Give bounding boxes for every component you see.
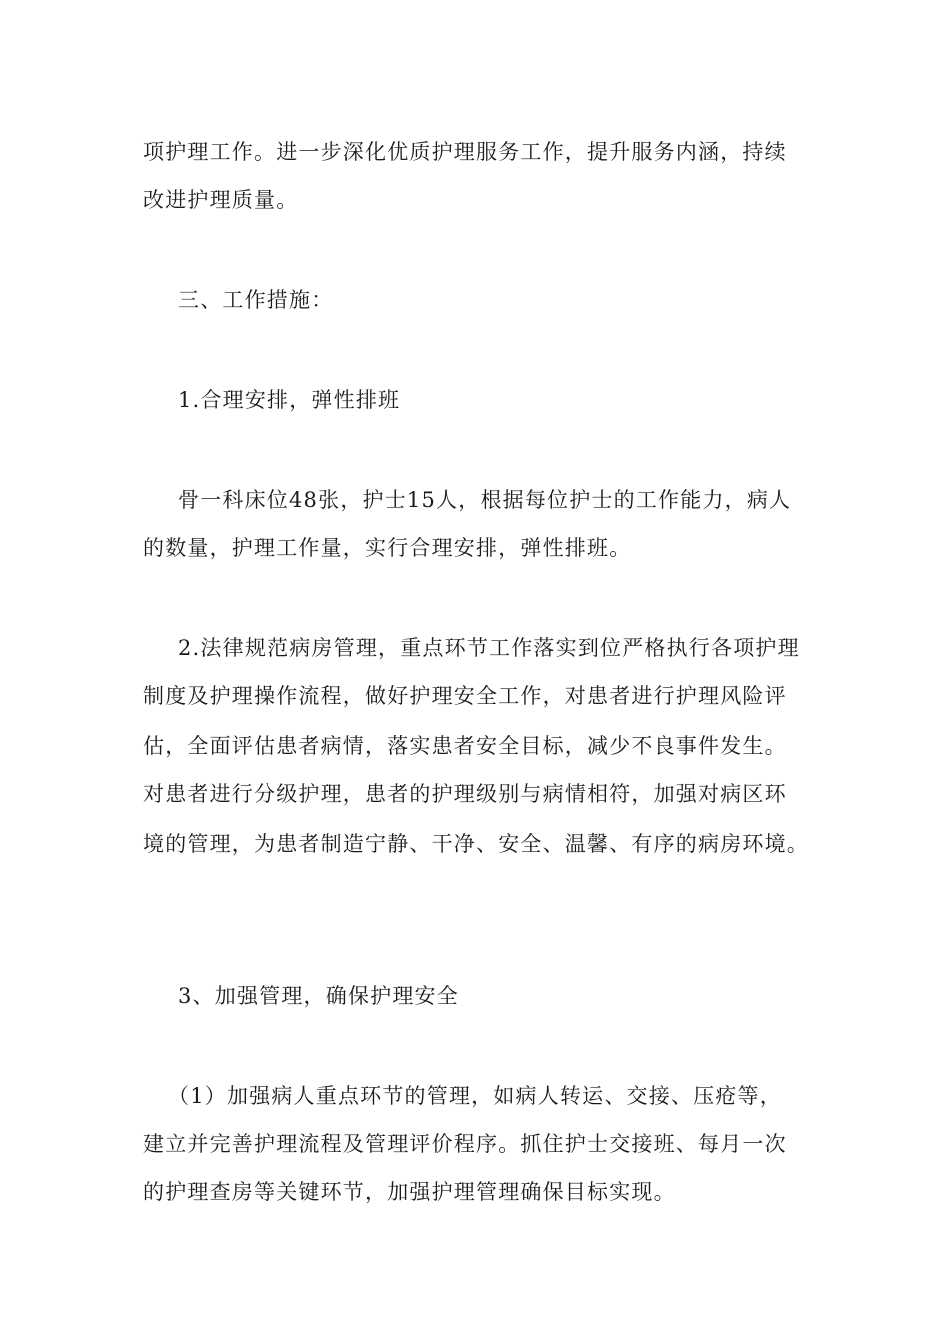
text-line: 骨一科床位48张，护士15人，根据每位护士的工作能力，病人 bbox=[178, 488, 792, 512]
text-line: 境的管理，为患者制造宁静、干净、安全、温馨、有序的病房环境。 bbox=[143, 832, 809, 856]
text-line: 对患者进行分级护理，患者的护理级别与病情相符，加强对病区环 bbox=[143, 782, 787, 806]
section-heading: 三、工作措施： bbox=[178, 288, 334, 312]
text-line: 制度及护理操作流程，做好护理安全工作，对患者进行护理风险评 bbox=[143, 684, 787, 708]
text-line: 的数量，护理工作量，实行合理安排，弹性排班。 bbox=[143, 536, 632, 560]
text-line: 的护理查房等关键环节，加强护理管理确保目标实现。 bbox=[143, 1180, 676, 1204]
text-line: （1）加强病人重点环节的管理，如病人转运、交接、压疮等， bbox=[168, 1084, 782, 1108]
text-line: 项护理工作。进一步深化优质护理服务工作，提升服务内涵，持续 bbox=[143, 140, 787, 164]
text-line: 建立并完善护理流程及管理评价程序。抓住护士交接班、每月一次 bbox=[143, 1132, 787, 1156]
text-line: 2.法律规范病房管理，重点环节工作落实到位严格执行各项护理 bbox=[178, 636, 800, 660]
subsection-heading: 1.合理安排，弹性排班 bbox=[178, 388, 401, 412]
text-line: 改进护理质量。 bbox=[143, 188, 299, 212]
text-line: 估，全面评估患者病情，落实患者安全目标，减少不良事件发生。 bbox=[143, 734, 787, 758]
subsection-heading: 3、加强管理，确保护理安全 bbox=[178, 984, 459, 1008]
